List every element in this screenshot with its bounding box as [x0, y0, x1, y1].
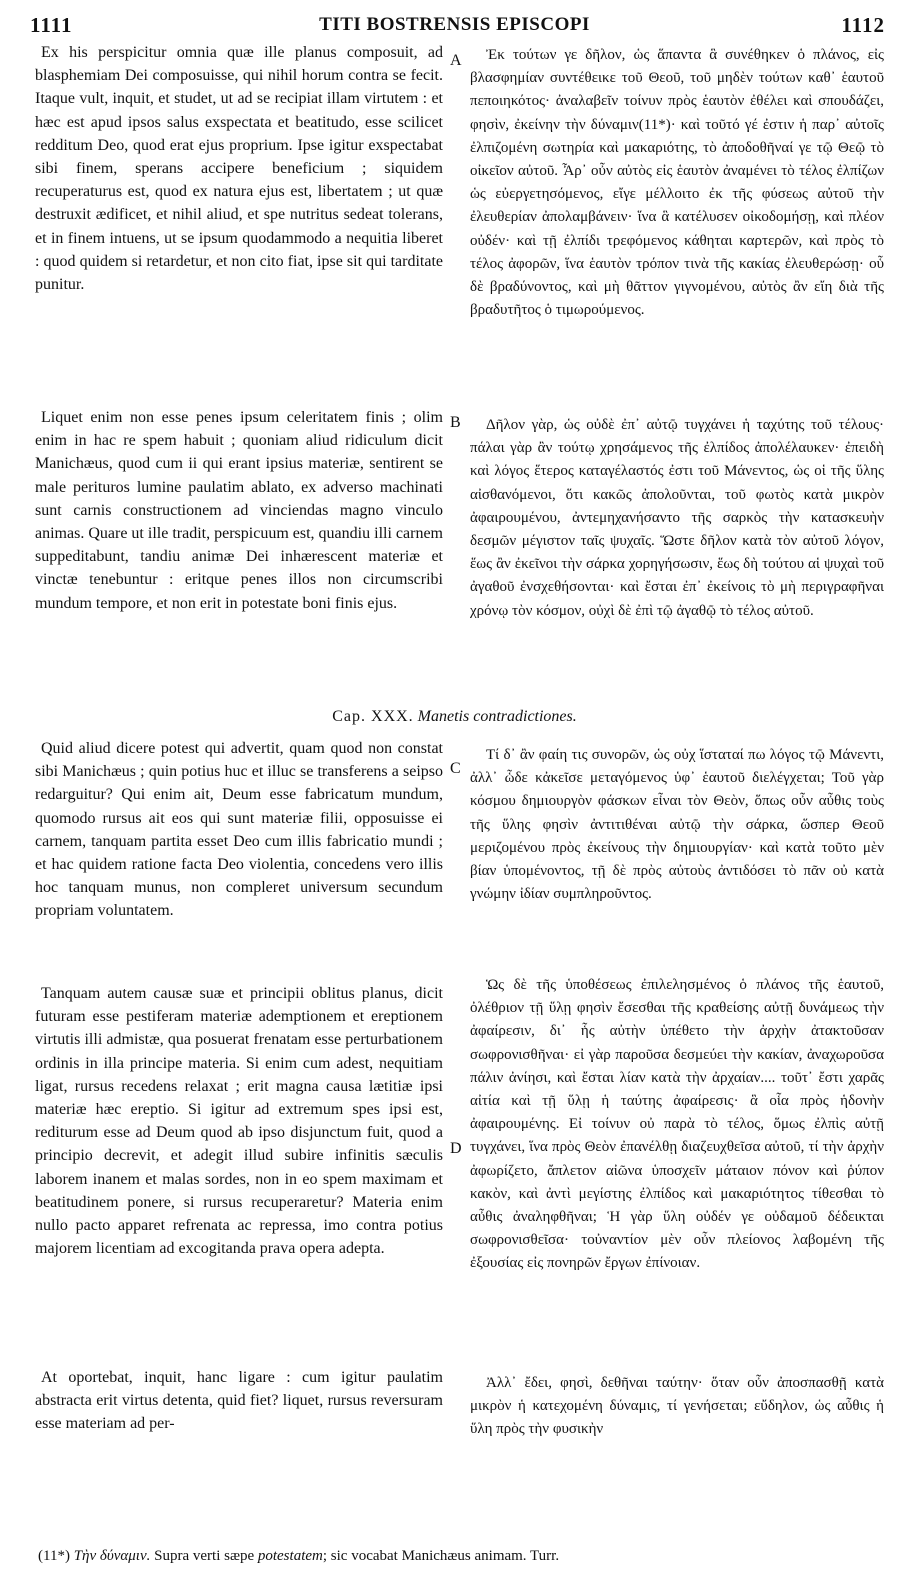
greek-paragraph-5: Ἀλλ᾽ ἔδει, φησὶ, δεθῆναι ταύτην· ὅταν οὖν ἀποσπασθῇ κατὰ μικρὸν ἡ κατεχομένη δύναμις, τί γενήσεται; εὔδηλον, ὡς αὖθις ἡ ὕλη πρὸς τὴν φυσικὴν: [470, 1375, 884, 1438]
footnote-reference: (11*): [638, 116, 671, 133]
greek-paragraph-1: Ἐκ τούτων γε δῆλον, ὡς ἅπαντα ἃ συνέθηκεν ὁ πλάνος, εἰς βλασφημίαν συντέθεικε τοῦ Θεοῦ, τοῦ μηδὲν τούτων καθ᾽ ἑαυτοῦ πεποιηκότος· ἀναλαβεῖν τοίνυν πρὸς ἑαυτὸν ἐθέλει καὶ σπουδάζει, φησὶν, ἐκείνην τὴν δύναμιν(11*)· καὶ τοῦτό γέ ἐστιν ἡ παρ᾽ αὐτοῖς ἐλπιζομένη σωτηρία καὶ μακαριότης, τὸ ἀποδοθῆναί γε τῷ Θεῷ τὸ οἰκεῖον αὐτοῦ. Ἆρ᾽ οὖν αὐτὸς εἰς ἑαυτὸν ἀναμένει τὸ τέλος ἐλπίζων ὡς εὐεργετησόμενος, εἴγε μέλλοιτο ἐκ τῆς φύσεως αὐτοῦ τὴν ἐλευθερίαν ἀπολαμβάνειν· ἵνα ἃ κατέλυσεν οἰκοδομήσῃ, καὶ πλέον οὐδέν· καὶ τῇ ἐλπίδι τρεφόμενος κάθηται καρτερῶν, καὶ πρὸς τὸ τέλος ἀφορῶν, ἵνα ἑαυτὸν τρόπον τινὰ τῆς κακίας ἐλευθερώσῃ· οὗ δὲ βραδύνοντος, καὶ μὴ θᾶττον γιγνομένου, αὐτὸς ἂν εἴη διὰ τῆς βραδυτῆτος ὁ τιμωρούμενος.: [470, 47, 884, 319]
chapter-number: Cap. XXX.: [332, 708, 414, 725]
section-marker-a: A: [450, 52, 462, 69]
footnote-greek-term: Τὴν δύναμιν.: [73, 1548, 151, 1564]
page-number-right: 1112: [841, 13, 885, 37]
latin-paragraph-5: At oportebat, inquit, hanc ligare : cum igitur paulatim abstracta erit virtus detenta, quid fiet? liquet, rursus reversuram esse materiam ad per-: [35, 1369, 443, 1433]
section-marker-b: B: [450, 414, 461, 431]
section-marker-d: D: [450, 1140, 462, 1157]
latin-paragraph-3: Quid aliud dicere potest qui advertit, quam quod non constat sibi Manichæus ; quin potius huc et illuc se transferens a seipso redarguitur? Qui enim ait, Deum esse fabricatum mundum, quomodo rursus ait eos qui sunt materiæ filii, opposuisse ei carnem, tanquam partita esset Deo cum illis fabricatio mundi ; et hac quidem ratione facta Deo violentia, concedens vero illis hoc tanquam munus, non compleret universum secundum propriam voluntatem.: [35, 740, 443, 920]
footnote-italic-term: potestatem: [257, 1548, 323, 1564]
chapter-subtitle: Manetis contradictiones.: [417, 708, 577, 725]
greek-paragraph-2: Δῆλον γὰρ, ὡς οὐδὲ ἐπ᾽ αὐτῷ τυγχάνει ἡ ταχύτης τοῦ τέλους· πάλαι γὰρ ἂν τούτῳ χρησάμενος τῆς ἐλπίδος ἀπολέλαυκεν· ἐπειδὴ καὶ λόγος ἕτερος καταγέλαστός ἐστι τοῦ Μάνεντος, ὡς οἱ τῆς ὕλης αἰσθανόμενοι, ὅτι κακῶς ἀπολοῦνται, τοῦ φωτὸς κατὰ μικρὸν ἀφαιρουμένου, ἀντεμηχανήσαντο τῆς σαρκὸς τὴν κατασκευὴν δεσμῶν μέγιστον ταῖς ψυχαῖς. Ὥστε δῆλον κατὰ τὸν αὐτοῦ λόγον, ἕως ἂν ἐκεῖνοι τὴν σάρκα χορηγήσωσιν, ἕως δὴ τούτου αἱ ψυχαὶ τοῦ ἀγαθοῦ ἐνσχεθήσονται· καὶ ἔσται ἐπ᾽ ἐκείνοις τὸ μὴ περιγραφῆναι χρόνῳ τὸν κόσμον, οὐχὶ δὲ ἐπὶ τῷ ἀγαθῷ τὸ τέλος αὐτοῦ.: [470, 417, 884, 619]
latin-paragraph-2: Liquet enim non esse penes ipsum celeritatem finis ; olim enim in hac re spem habuit ; quoniam aliud ridiculum dicit Manichæus, quod cum ii qui erant ipsius materiæ, sentirent se male perituros lumine paulatim ablato, ex adverso machinati sunt carnis constructionem ad vinciendas magno vinculo animas. Quare ut ille tradit, perspicuum est, quandiu illi carnem suppeditabunt, tandiu animæ Dei inhærescent materiæ et vinctæ tenebuntur : eritque penes illos non circumscribi mundum tempore, et non erit in potestate boni finis ejus.: [35, 409, 443, 612]
footnote-mark: (11*): [38, 1548, 70, 1564]
footnote-signature: Turr.: [530, 1548, 560, 1564]
footnote: (11*) Τὴν δύναμιν. Supra verti sæpe potestatem; sic vocabat Manichæus animam. Turr.: [38, 1548, 560, 1564]
running-header: [0, 13, 909, 41]
running-title: TITI BOSTRENSIS EPISCOPI: [319, 14, 590, 35]
latin-paragraph-4: Tanquam autem causæ suæ et principii oblitus planus, dicit futuram esse pestiferam materiæ ademptionem et ereptionem virtutis illi admistæ, qua posuerat frenatam esse perturbationem ordinis in illa principe materia. Si enim cum adest, nequitiam ligat, rursus recedens relaxat ; erit magna causa lætitiæ ipsi materiæ hæc ereptio. Si igitur ad extremum spes ipsi est, rediturum esse ad Deum quod ab ipso disjunctum fuit, quod a principio decrevit, et adegit illud subire infinitis sæculis laborem inanem et malas sordes, non in eo spem maximam et beatitudinem ponere, si rursus recuperaretur? Materia enim nullo pacto apparet refrenata ac repressa, imo contra potius majorem licentiam ad excogitanda prava opera adepta.: [35, 985, 443, 1258]
chapter-heading: [0, 708, 909, 726]
latin-paragraph-1: Ex his perspicitur omnia quæ ille planus composuit, ad blasphemiam Dei composuisse, qui nihil horum contra se fecit. Itaque vult, inquit, et studet, ut ad se recipiat illam virtutem : et hæc est apud ipsos salus exspectata et beatitudo, esse scilicet redditum Deo, quod erat ejus proprium. Ipse igitur exspectabat sibi finem, sperans accipere beneficium ; siquidem recuperaturus est, quod ex natura ejus est, libertatem ; ut quæ destruxit ædificet, et nihil aliud, et spe nutritus sedeat tolerans, et in finem intuens, ut se ipsum quodammodo a nequitia liberet : quod quidem si retardetur, et non cito fiat, ipse sit qui tarditate punitur.: [35, 44, 443, 294]
greek-paragraph-3: Τί δ᾽ ἂν φαίη τις συνορῶν, ὡς οὐχ ἵσταταί πω λόγος τῷ Μάνεντι, ἀλλ᾽ ὧδε κἀκεῖσε μεταγόμενος ὑφ᾽ ἑαυτοῦ διελέγχεται; Τοῦ γὰρ κόσμου δημιουργὸν φάσκων εἶναι τὸν Θεὸν, ὅπως οὖν αὖθις τοὺς τῆς ὕλης φησὶν ἀντιτιθέναι αὐτῷ τὴν σάρκα, ὥσπερ Θεοῦ μεριζομένου πρὸς ἐκείνους τὴν δημιουργίαν· καὶ κατὰ τοῦτο μὲν βίαν ὑπομένοντος, τῇ δὲ πρὸς αὐτοὺς ἀντιδόσει τὸ πᾶν οὐ κατὰ γνώμην ἰδίαν συμπληροῦντος.: [470, 747, 884, 903]
section-marker-c: C: [450, 760, 461, 777]
greek-paragraph-4: Ὡς δὲ τῆς ὑποθέσεως ἐπιλελησμένος ὁ πλάνος τῆς ἑαυτοῦ, ὀλέθριον τῇ ὕλῃ φησὶν ἔσεσθαι τῆς κραθείσης αὐτῇ δυνάμεως τὴν ἀφαίρεσιν, δι᾽ ἧς αὐτὴν ὑπέθετο τὴν ἀρχὴν ἀτακτοῦσαν σωφρονισθῆναι· εἰ γὰρ παροῦσα δεσμεύει τὴν κακίαν, ἀναχωροῦσα πάλιν ἀνίησι, καὶ ἔσται λίαν κατὰ τὴν ἀρχαίαν.... τοῦτ᾽ ἔστι χαρᾶς αἰτία καὶ τῇ ὕλῃ ἡ ταύτης ἀφαίρεσις· ἃ οἷα πρὸς ἡδονὴν ἀφαιρουμένης. Εἰ τοίνυν οὐ παρὰ τὸ τέλος, ὅμως ἐλπὶς αὐτῇ τυγχάνει, ἵνα πρὸς Θεὸν ἐπανέλθῃ διαζευχθεῖσα αὐτοῦ, τί τὴν ἀρχὴν ἀφωρίζετο, ἄπλετον αἰῶνα ὑποσχεῖν μάταιον πόνον καὶ ῥύπον κακὸν, καὶ ἀντὶ μεγίστης ἐλπίδος καὶ μακαριότητος τίθεσθαι τὸ αὖθις ἀναληφθῆναι; Ἡ γὰρ ὕλη οὐδέν γε οὐδαμοῦ δέδεικται σωφρονισθεῖσα· τοὐναντίον μὲν οὖν πλείονος λαβομένη τῆς ἐξουσίας εἰς πονηρῶν ἔργων ἐπίνοιαν.: [470, 977, 884, 1272]
page-number-left: 1111: [30, 13, 73, 37]
